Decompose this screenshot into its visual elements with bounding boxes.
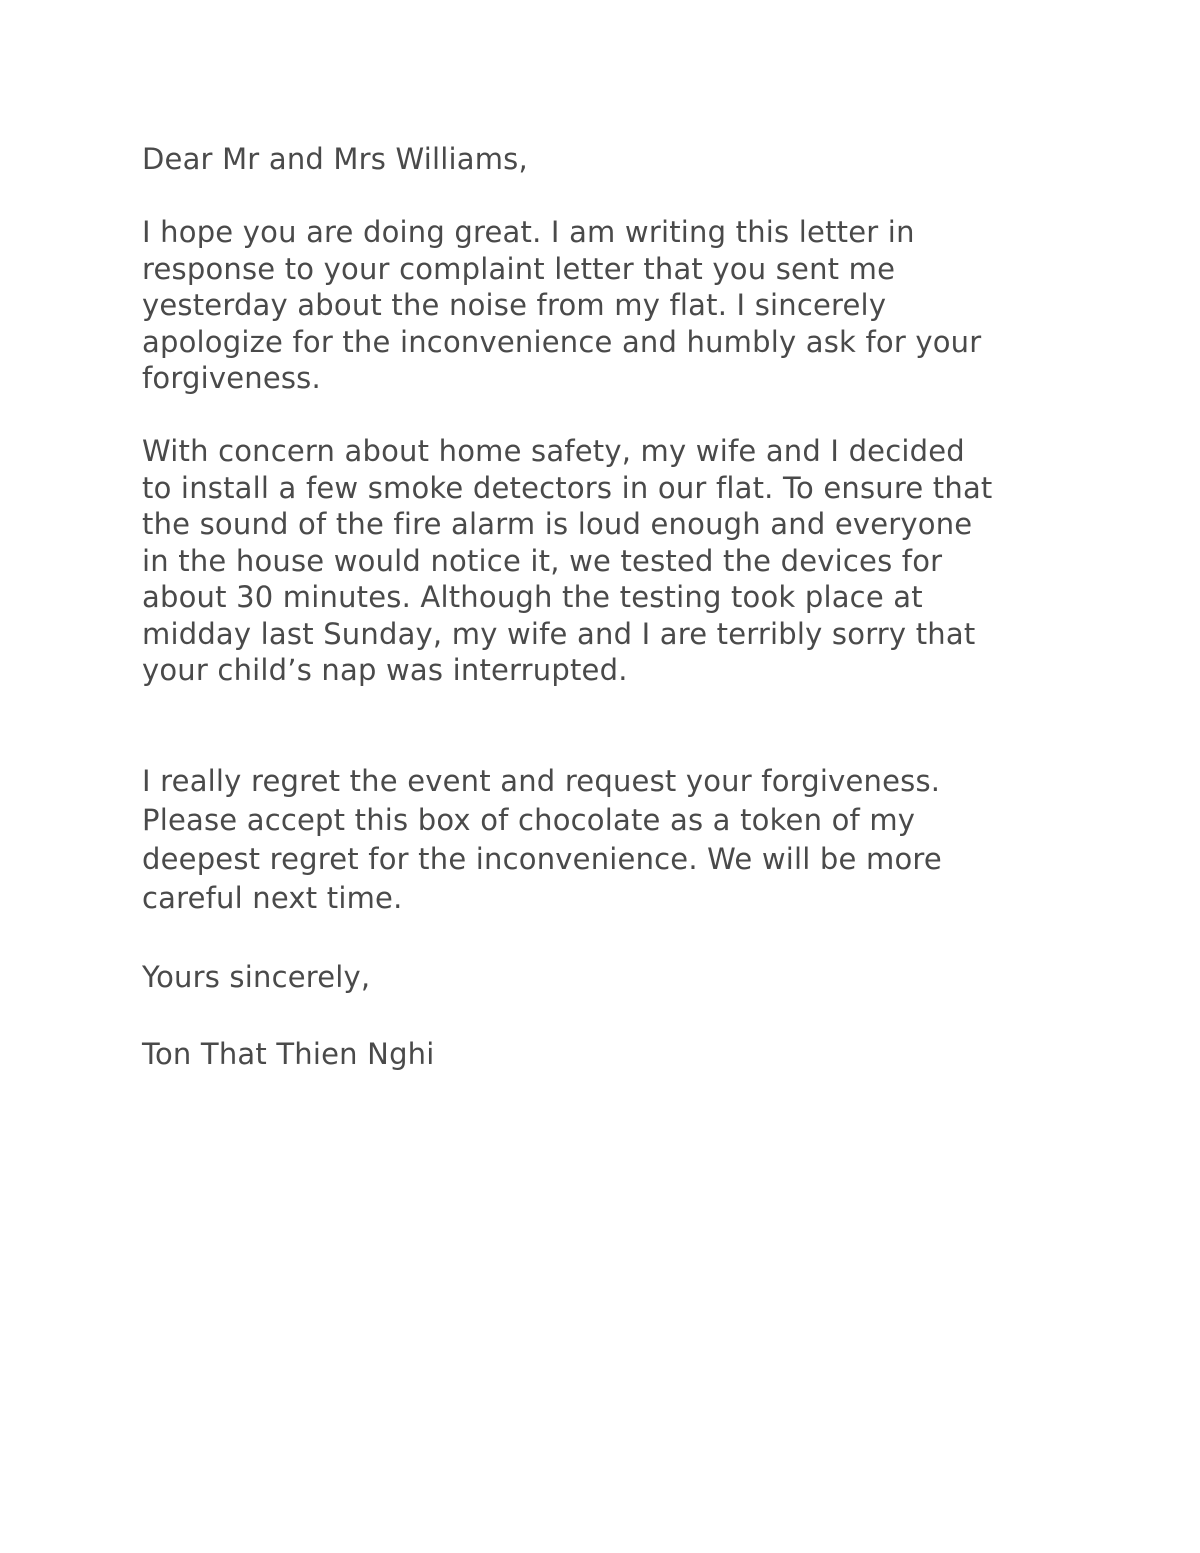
paragraph-spacer [142, 689, 1102, 762]
text-line: the sound of the fire alarm is loud enough and everyone [142, 507, 973, 541]
text-line: about 30 minutes. Although the testing took place at [142, 580, 923, 614]
paragraph-spacer [142, 997, 1102, 1035]
text-line: I really regret the event and request your forgiveness. [142, 763, 941, 798]
text-line: With concern about home safety, my wife and I decided [142, 434, 965, 468]
closing: Yours sincerely, [142, 959, 371, 994]
text-line: response to your complaint letter that you sent me [142, 251, 896, 286]
text-line: midday last Sunday, my wife and I are terribly sorry that [142, 616, 976, 651]
letter-body [142, 141, 1102, 1074]
paragraph-spacer [142, 918, 1102, 958]
paragraph-explanation [142, 433, 1102, 689]
text-line: yesterday about the noise from my flat. I sincerely [142, 288, 887, 322]
paragraph-spacer [142, 178, 1102, 215]
text-line: forgiveness. [142, 361, 321, 395]
text-line: your child’s nap was interrupted. [142, 653, 628, 687]
text-line: in the house would notice it, we tested the devices for [142, 543, 943, 578]
text-line: Please accept this box of chocolate as a token of my [142, 802, 916, 837]
paragraph-regret [142, 762, 1102, 918]
signature-name: Ton That Thien Nghi [142, 1036, 435, 1071]
text-line: deepest regret for the inconvenience. We will be more [142, 841, 942, 876]
salutation: Dear Mr and Mrs Williams, [142, 142, 528, 176]
text-line: careful next time. [142, 880, 403, 915]
paragraph-apology-intro [142, 214, 1102, 397]
text-line: I hope you are doing great. I am writing this letter in [142, 215, 915, 249]
paragraph-spacer [142, 397, 1102, 434]
text-line: to install a few smoke detectors in our flat. To ensure that [142, 470, 993, 505]
text-line: apologize for the inconvenience and humbly ask for your [142, 324, 982, 359]
